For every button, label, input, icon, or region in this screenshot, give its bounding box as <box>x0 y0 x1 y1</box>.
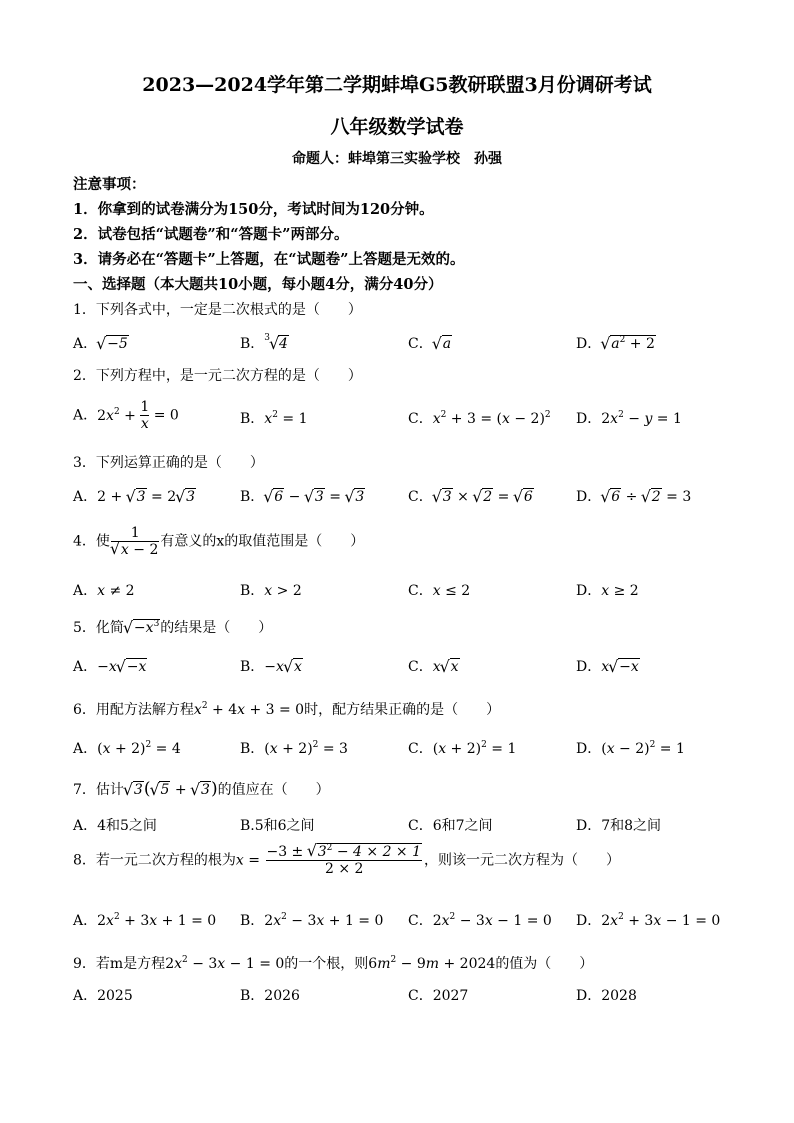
question-2-option-d: D．$2x^2 - y = 1$ <box>576 410 682 427</box>
question-4-option-a: A．x ≠ 2 <box>73 583 135 599</box>
exam-author: 命题人：蚌埠第三实验学校 孙强 <box>292 151 502 167</box>
note-item-2: 2．试卷包括“试题卷”和“答题卡”两部分。 <box>73 226 349 243</box>
question-7-option-a: A．4和5之间 <box>73 818 157 834</box>
question-2-stem: 2．下列方程中，是一元二次方程的是（ ） <box>73 368 362 384</box>
question-2-option-c: C．$x^2 + 3 = (x - 2)^2$ <box>408 410 551 427</box>
question-7-option-b: B.5和6之间 <box>240 818 315 834</box>
question-3-option-a: A．2 + √ 3 = 2√ 3 <box>73 486 196 506</box>
question-4-stem: 4．使 1 √ x − 2 有意义的x的取值范围是（ ） <box>73 526 364 557</box>
question-9-option-b: B．2026 <box>240 988 300 1004</box>
question-4-option-b: B．x > 2 <box>240 583 302 599</box>
question-6-option-c: C．$(x + 2)^2 = 1$ <box>408 740 517 757</box>
question-5-option-a: A．−x√ −x <box>73 656 147 676</box>
question-9-stem: 9．若m是方程$2x^2 - 3x - 1 = 0$的一个根，则$6m^2 - 9m + 2024$的值为（ ） <box>73 955 594 972</box>
question-1-option-d: D．√ $a^2 + 2$ <box>576 333 656 353</box>
question-8-option-c: C．$2x^2 - 3x - 1 = 0$ <box>408 912 552 929</box>
question-1-option-c: C．√ a <box>408 333 452 353</box>
question-6-option-b: B．$(x + 2)^2 = 3$ <box>240 740 348 757</box>
question-6-option-d: D．$(x - 2)^2 = 1$ <box>576 740 685 757</box>
question-7-stem: 7．估计√ 3(√ 5 + √ 3)的值应在（ ） <box>73 779 330 799</box>
question-5-option-c: C．x√ x <box>408 656 460 676</box>
question-3-option-c: C．√ 3 × √ 2 = √ 6 <box>408 486 534 506</box>
exam-title: 2023—2024学年第二学期蚌埠G5教研联盟3月份调研考试 <box>142 74 652 96</box>
question-8-option-b: B．$2x^2 - 3x + 1 = 0$ <box>240 912 384 929</box>
question-1-option-b: B．$^3$√ 4 <box>240 333 289 353</box>
question-1-stem: 1．下列各式中，一定是二次根式的是（ ） <box>73 302 362 318</box>
question-4-option-c: C．x ≤ 2 <box>408 583 471 599</box>
exam-subtitle: 八年级数学试卷 <box>330 116 464 138</box>
question-2-option-a: A．$2x^2$ + $\frac{1}{x}$ = 0 <box>73 399 179 432</box>
question-7-option-d: D．7和8之间 <box>576 818 662 834</box>
question-5-option-d: D．x√ −x <box>576 656 640 676</box>
question-3-option-d: D．√ 6 ÷ √ 2 = 3 <box>576 486 691 506</box>
notes-heading: 注意事项： <box>73 176 146 193</box>
question-4-option-d: D．x ≥ 2 <box>576 583 639 599</box>
question-3-stem: 3．下列运算正确的是（ ） <box>73 455 264 471</box>
note-item-1: 1．你拿到的试卷满分为150分，考试时间为120分钟。 <box>73 201 434 218</box>
question-3-option-b: B．√ 6 − √ 3 = √ 3 <box>240 486 365 506</box>
question-8-option-a: A．$2x^2 + 3x + 1 = 0$ <box>73 912 217 929</box>
section-1-heading: 一、选择题（本大题共10小题，每小题4分，满分40分） <box>73 276 443 293</box>
question-6-stem: 6．用配方法解方程$x^2 + 4x + 3 = 0$时，配方结果正确的是（ ） <box>73 701 501 718</box>
question-9-option-a: A．2025 <box>73 988 133 1004</box>
question-9-option-d: D．2028 <box>576 988 637 1004</box>
question-8-option-d: D．$2x^2 + 3x - 1 = 0$ <box>576 912 721 929</box>
note-item-3: 3．请务必在“答题卡”上答题，在“试题卷”上答题是无效的。 <box>73 251 465 268</box>
question-1-option-a: A．√ −5 <box>73 333 129 353</box>
question-8-stem: 8．若一元二次方程的根为x = $\frac{-3 \pm √ 3^2 - 4 \times 2 \times 1}{2 \times 2}$ ，则该一元二次方程为（ ） <box>73 845 620 876</box>
question-2-option-b: B．$x^2 = 1$ <box>240 410 308 427</box>
question-7-option-c: C．6和7之间 <box>408 818 493 834</box>
question-5-stem: 5．化简√ $-x^3$的结果是（ ） <box>73 617 272 637</box>
question-5-option-b: B．−x√ x <box>240 656 303 676</box>
question-6-option-a: A．$(x + 2)^2 = 4$ <box>73 740 181 757</box>
question-9-option-c: C．2027 <box>408 988 469 1004</box>
